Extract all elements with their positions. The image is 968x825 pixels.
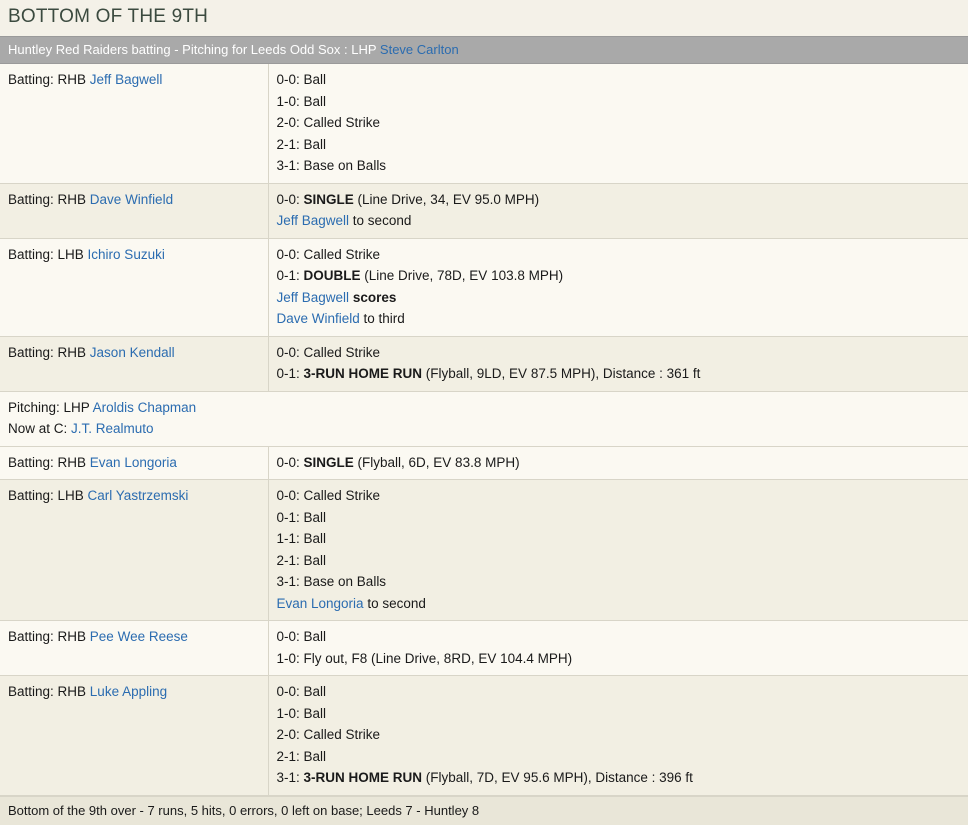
event-line xyxy=(277,593,961,615)
table-row xyxy=(0,183,968,238)
batter-cell xyxy=(0,676,268,796)
event-line xyxy=(277,342,961,364)
event-line xyxy=(277,571,961,593)
text: 0-0: xyxy=(276,191,304,207)
batter-cell xyxy=(0,183,268,238)
event-line xyxy=(277,485,961,507)
text: 2-1: Ball xyxy=(276,748,327,764)
event-line xyxy=(277,210,961,232)
batter-link[interactable]: Dave Winfield xyxy=(89,191,174,207)
text: 0-1: xyxy=(276,366,304,381)
batter-hand-label: Batting: RHB xyxy=(8,344,90,360)
table-row xyxy=(0,446,968,480)
table-row xyxy=(0,391,968,446)
substitution-cell xyxy=(0,391,968,446)
substitution-line xyxy=(8,397,960,419)
event-line xyxy=(277,746,961,768)
event-line xyxy=(277,626,961,648)
event-line xyxy=(277,91,961,113)
batter-cell xyxy=(0,621,268,676)
event-line xyxy=(277,155,961,177)
text: 2-0: Called Strike xyxy=(276,115,381,130)
batter-hand-label: Batting: LHB xyxy=(8,488,88,503)
table-row xyxy=(0,621,968,676)
table-row xyxy=(0,676,968,796)
events-cell xyxy=(268,183,968,238)
text: 3-1: Base on Balls xyxy=(276,158,387,173)
text: 2-0: Called Strike xyxy=(276,727,381,742)
event-line xyxy=(277,244,961,266)
substitution-line xyxy=(8,418,960,440)
batter-hand-label: Batting: RHB xyxy=(8,72,90,87)
events-cell xyxy=(268,480,968,621)
event-line xyxy=(277,550,961,572)
batter-cell xyxy=(0,446,268,480)
text: 3-RUN HOME RUN xyxy=(303,770,423,785)
text: 0-0: Ball xyxy=(276,684,327,699)
player-link[interactable]: J.T. Realmuto xyxy=(71,421,154,436)
text: DOUBLE xyxy=(303,268,361,283)
text: (Flyball, 9LD, EV 87.5 MPH), Distance : 361 ft xyxy=(422,366,701,381)
page-title: BOTTOM OF THE 9TH xyxy=(0,0,968,36)
table-row xyxy=(0,336,968,391)
events-cell xyxy=(268,676,968,796)
player-link[interactable]: Dave Winfield xyxy=(276,311,360,326)
event-line xyxy=(277,724,961,746)
event-line xyxy=(277,112,961,134)
text: 1-0: Ball xyxy=(276,93,327,109)
text: SINGLE xyxy=(303,454,354,470)
situation-pitcher-link[interactable]: Steve Carlton xyxy=(379,42,459,57)
text: (Line Drive, 78D, EV 103.8 MPH) xyxy=(360,268,564,283)
batter-cell xyxy=(0,336,268,391)
text: 0-0: xyxy=(276,454,304,470)
batter-hand-label: Batting: RHB xyxy=(8,629,90,644)
text: 0-1: xyxy=(276,268,304,283)
events-cell xyxy=(268,336,968,391)
text: 0-1: Ball xyxy=(276,509,327,525)
batter-link[interactable]: Pee Wee Reese xyxy=(89,629,188,644)
text: 0-0: Called Strike xyxy=(276,344,381,360)
text: SINGLE xyxy=(303,191,354,207)
events-cell xyxy=(268,621,968,676)
event-line xyxy=(277,703,961,725)
text: 3-1: Base on Balls xyxy=(276,574,387,589)
batter-hand-label: Batting: RHB xyxy=(8,191,90,207)
batter-cell xyxy=(0,64,268,183)
table-row xyxy=(0,64,968,183)
event-line xyxy=(277,69,961,91)
batter-hand-label: Batting: LHB xyxy=(8,246,88,262)
event-line xyxy=(277,767,961,789)
batter-link[interactable]: Evan Longoria xyxy=(89,454,177,470)
text: (Flyball, 7D, EV 95.6 MPH), Distance : 396 ft xyxy=(422,770,693,785)
batter-cell xyxy=(0,238,268,336)
text: 1-0: Fly out, F8 (Line Drive, 8RD, EV 104.4 MPH) xyxy=(276,650,573,666)
player-link[interactable]: Aroldis Chapman xyxy=(92,399,197,415)
events-cell xyxy=(268,446,968,480)
batter-link[interactable]: Carl Yastrzemski xyxy=(87,488,189,503)
text: 0-0: Ball xyxy=(276,72,327,87)
player-link[interactable]: Jeff Bagwell xyxy=(276,289,350,305)
batter-link[interactable]: Jeff Bagwell xyxy=(89,72,163,87)
text: 3-1: xyxy=(276,770,304,785)
event-line xyxy=(277,452,961,474)
text: to second xyxy=(363,595,426,611)
inning-summary: Bottom of the 9th over - 7 runs, 5 hits, 0 errors, 0 left on base; Leeds 7 - Huntley 8 xyxy=(0,796,968,825)
text: scores xyxy=(352,289,397,305)
event-line xyxy=(277,308,961,330)
event-line xyxy=(277,648,961,670)
play-by-play-table xyxy=(0,64,968,796)
table-row xyxy=(0,238,968,336)
text: 2-1: Ball xyxy=(276,552,327,568)
text: 3-RUN HOME RUN xyxy=(303,366,423,381)
event-line xyxy=(277,265,961,287)
text: to third xyxy=(359,311,405,326)
table-row xyxy=(0,480,968,621)
batter-link[interactable]: Luke Appling xyxy=(89,684,168,699)
event-line xyxy=(277,189,961,211)
situation-text: Huntley Red Raiders batting - Pitching for Leeds Odd Sox : LHP xyxy=(8,42,380,57)
text: (Line Drive, 34, EV 95.0 MPH) xyxy=(353,191,540,207)
event-line xyxy=(277,363,961,385)
text: 0-0: Called Strike xyxy=(276,246,381,262)
player-link[interactable]: Jeff Bagwell xyxy=(276,213,350,228)
text: to second xyxy=(349,213,412,228)
text: 1-1: Ball xyxy=(276,531,327,546)
event-line xyxy=(277,681,961,703)
player-link[interactable]: Evan Longoria xyxy=(276,595,364,611)
events-cell xyxy=(268,238,968,336)
situation-bar xyxy=(0,36,968,64)
event-line xyxy=(277,507,961,529)
text: Now at C: xyxy=(8,421,72,436)
batter-hand-label: Batting: RHB xyxy=(8,684,90,699)
text: 0-0: Ball xyxy=(276,629,327,644)
events-cell xyxy=(268,64,968,183)
text: 0-0: Called Strike xyxy=(276,488,381,503)
text: (Flyball, 6D, EV 83.8 MPH) xyxy=(353,454,520,470)
event-line xyxy=(277,134,961,156)
text: 2-1: Ball xyxy=(276,136,327,152)
batter-hand-label: Batting: RHB xyxy=(8,454,90,470)
batter-cell xyxy=(0,480,268,621)
event-line xyxy=(277,287,961,309)
text: 1-0: Ball xyxy=(276,705,327,721)
batter-link[interactable]: Jason Kendall xyxy=(89,344,175,360)
event-line xyxy=(277,528,961,550)
text: Pitching: LHP xyxy=(8,399,93,415)
batter-link[interactable]: Ichiro Suzuki xyxy=(87,246,165,262)
